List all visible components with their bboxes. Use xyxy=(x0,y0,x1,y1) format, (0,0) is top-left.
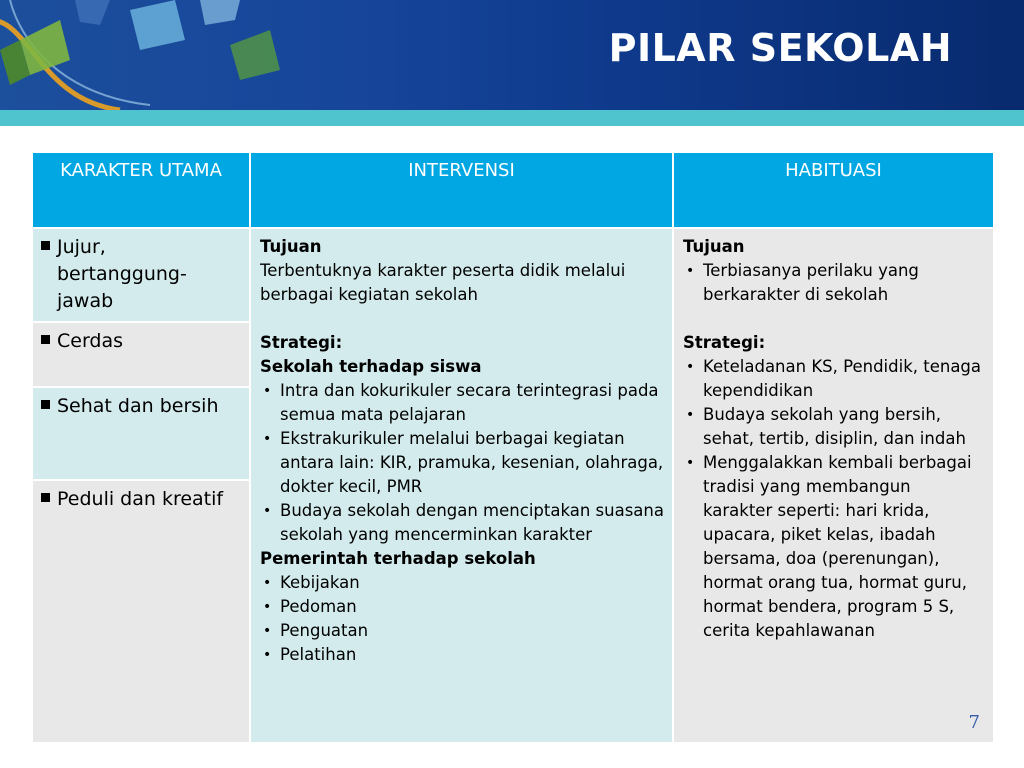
list-item: • Budaya sekolah yang bersih, sehat, tertib, disiplin, dan indah xyxy=(683,403,985,451)
sekolah-label: Sekolah terhadap siswa xyxy=(260,357,482,376)
pillar-table xyxy=(31,151,995,744)
list-item: • Pelatihan xyxy=(260,643,664,667)
karakter-item: Jujur, bertanggung-jawab xyxy=(57,236,187,312)
list-item: • Menggalakkan kembali berbagai tradisi yang membangun karakter seperti: hari krida, upacara, piket kelas, ibadah bersama, doa (perenungan), hormat orang tua, hormat guru, hormat bendera, program 5 S, cerita kepahlawanan xyxy=(683,451,985,643)
list-item: • Ekstrakurikuler melalui berbagai kegiatan antara lain: KIR, pramuka, kesenian, olahraga, dokter kecil, PMR xyxy=(260,427,664,499)
intervensi-cell xyxy=(250,228,673,743)
square-bullet-icon xyxy=(41,493,50,502)
pemerintah-label: Pemerintah terhadap sekolah xyxy=(260,549,536,568)
pemerintah-list xyxy=(260,571,664,667)
list-item: • Pedoman xyxy=(260,595,664,619)
karakter-cell xyxy=(32,387,250,480)
karakter-item: Cerdas xyxy=(57,330,124,352)
table-header-row xyxy=(32,152,994,228)
header-karakter: KARAKTER UTAMA xyxy=(32,152,250,228)
karakter-cell xyxy=(32,228,250,322)
intervensi-tujuan-text: Terbentuknya karakter peserta didik melalui berbagai kegiatan sekolah xyxy=(260,261,626,304)
list-item: • Kebijakan xyxy=(260,571,664,595)
karakter-cell xyxy=(32,322,250,387)
habituasi-cell xyxy=(673,228,994,743)
intervensi-tujuan-label: Tujuan xyxy=(260,237,322,256)
list-item: • Penguatan xyxy=(260,619,664,643)
header-habituasi: HABITUASI xyxy=(673,152,994,228)
list-item: • Budaya sekolah dengan menciptakan suasana sekolah yang mencerminkan karakter xyxy=(260,499,664,547)
page-title: PILAR SEKOLAH xyxy=(608,26,952,70)
decorative-graphic xyxy=(0,0,300,110)
karakter-cell xyxy=(32,480,250,743)
square-bullet-icon xyxy=(41,335,50,344)
habituasi-tujuan-label: Tujuan xyxy=(683,237,745,256)
header-stripe xyxy=(0,110,1024,126)
table-row xyxy=(32,228,994,322)
habituasi-tujuan-list xyxy=(683,259,985,307)
karakter-item: Peduli dan kreatif xyxy=(57,488,224,510)
square-bullet-icon xyxy=(41,241,50,250)
habituasi-strategi-list xyxy=(683,355,985,643)
intervensi-strategi-label: Strategi: xyxy=(260,333,343,352)
habituasi-strategi-label: Strategi: xyxy=(683,333,766,352)
page-number: 7 xyxy=(968,712,980,733)
list-item: • Keteladanan KS, Pendidik, tenaga kependidikan xyxy=(683,355,985,403)
list-item: • Intra dan kokurikuler secara terintegrasi pada semua mata pelajaran xyxy=(260,379,664,427)
square-bullet-icon xyxy=(41,400,50,409)
karakter-item: Sehat dan bersih xyxy=(57,395,219,417)
sekolah-list xyxy=(260,379,664,547)
list-item: • Terbiasanya perilaku yang berkarakter di sekolah xyxy=(683,259,985,307)
header-banner xyxy=(0,0,1024,110)
header-intervensi: INTERVENSI xyxy=(250,152,673,228)
